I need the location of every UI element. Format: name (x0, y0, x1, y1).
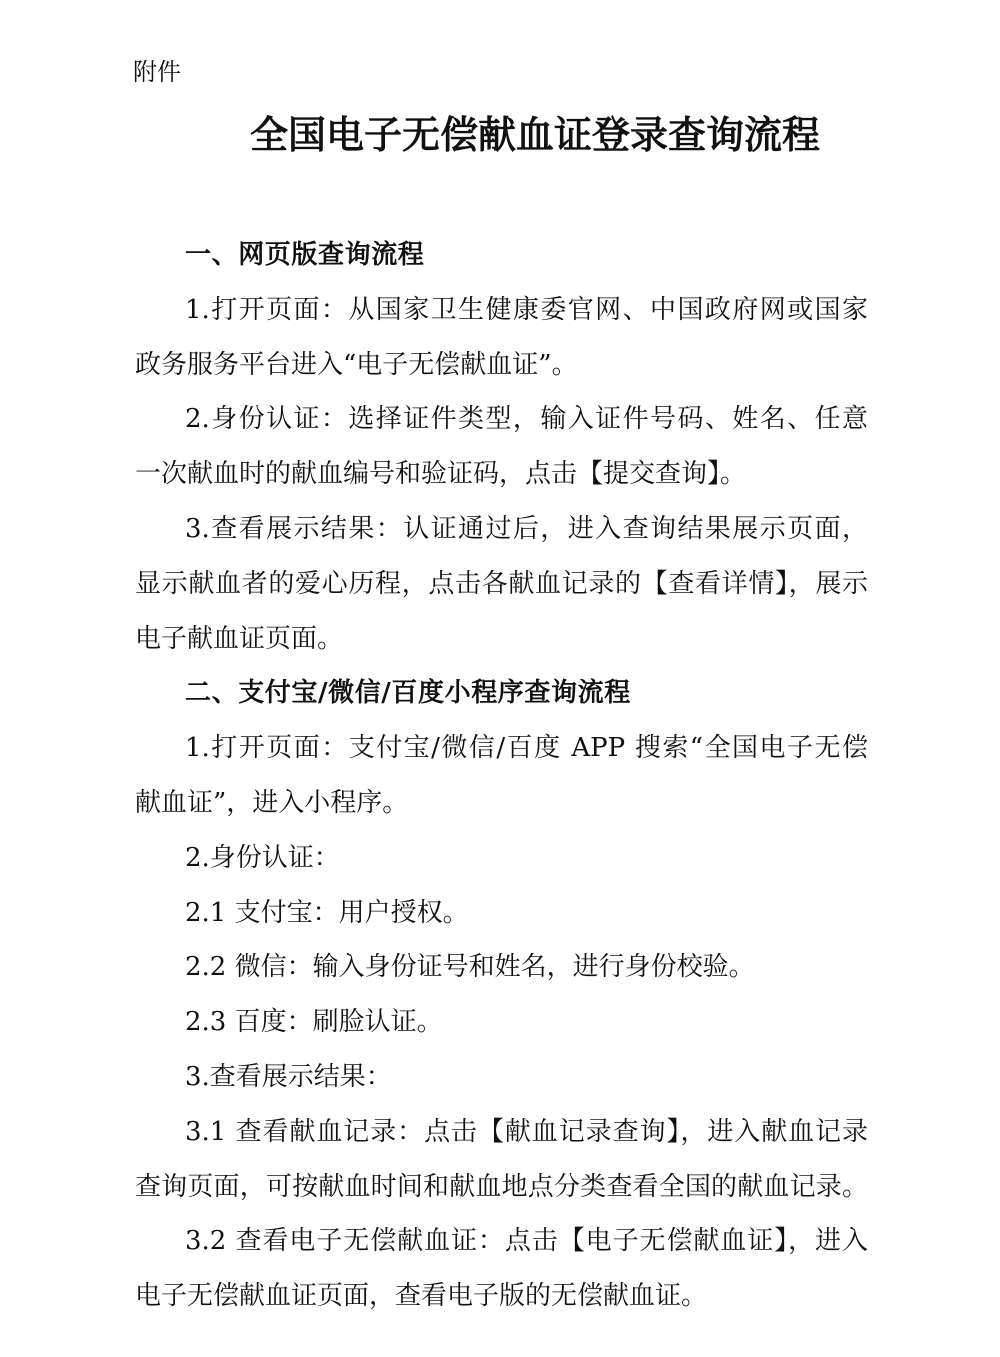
paragraph (135, 283, 868, 393)
paragraph-line: 3.查看展示结果：认证通过后，进入查询结果展示页面， (185, 513, 868, 544)
section-mini-program-query (135, 666, 868, 1324)
paragraph (135, 502, 868, 666)
paragraph (135, 1105, 868, 1215)
attachment-label: 附件 (133, 58, 181, 86)
paragraph (135, 1050, 868, 1105)
paragraph-line: 一次献血时的献血编号和验证码，点击【提交查询】。 (135, 459, 747, 490)
paragraph (135, 886, 868, 941)
paragraph (135, 1214, 868, 1324)
paragraph (135, 392, 868, 502)
document-title: 全国电子无偿献血证登录查询流程 (250, 112, 821, 157)
paragraph-line: 2.2 微信：输入身份证号和姓名，进行身份校验。 (185, 952, 755, 983)
paragraph (135, 940, 868, 995)
document-body (135, 228, 868, 1324)
paragraph-line: 3.2 查看电子无偿献血证：点击【电子无偿献血证】，进入 (185, 1226, 868, 1257)
paragraph-line: 电子无偿献血证页面，查看电子版的无偿献血证。 (135, 1281, 708, 1312)
section-heading: 一、网页版查询流程 (185, 240, 425, 270)
paragraph-line: 显示献血者的爱心历程，点击各献血记录的【查看详情】，展示 (135, 568, 868, 599)
paragraph-line: 3.1 查看献血记录：点击【献血记录查询】，进入献血记录 (185, 1116, 868, 1147)
section-heading: 二、支付宝/微信/百度小程序查询流程 (185, 678, 631, 709)
paragraph (135, 995, 868, 1050)
paragraph (135, 831, 868, 886)
paragraph-line: 献血证”，进入小程序。 (135, 787, 409, 818)
paragraph-line: 3.查看展示结果： (185, 1061, 392, 1092)
paragraph-line: 政务服务平台进入“电子无偿献血证”。 (135, 349, 578, 380)
paragraph-line: 电子献血证页面。 (135, 623, 344, 654)
paragraph-line: 2.1 支付宝：用户授权。 (185, 897, 469, 928)
paragraph (135, 721, 868, 831)
section-web-query (135, 228, 868, 666)
paragraph-line: 查询页面，可按献血时间和献血地点分类查看全国的献血记录。 (135, 1171, 868, 1202)
paragraph-line: 2.身份认证： (185, 842, 340, 873)
paragraph-line: 2.身份认证：选择证件类型，输入证件号码、姓名、任意 (185, 404, 868, 435)
paragraph-line: 1.打开页面：支付宝/微信/百度 APP 搜索“全国电子无偿 (185, 733, 868, 764)
paragraph-line: 1.打开页面：从国家卫生健康委官网、中国政府网或国家 (185, 294, 868, 325)
paragraph-line: 2.3 百度：刷脸认证。 (185, 1007, 443, 1038)
